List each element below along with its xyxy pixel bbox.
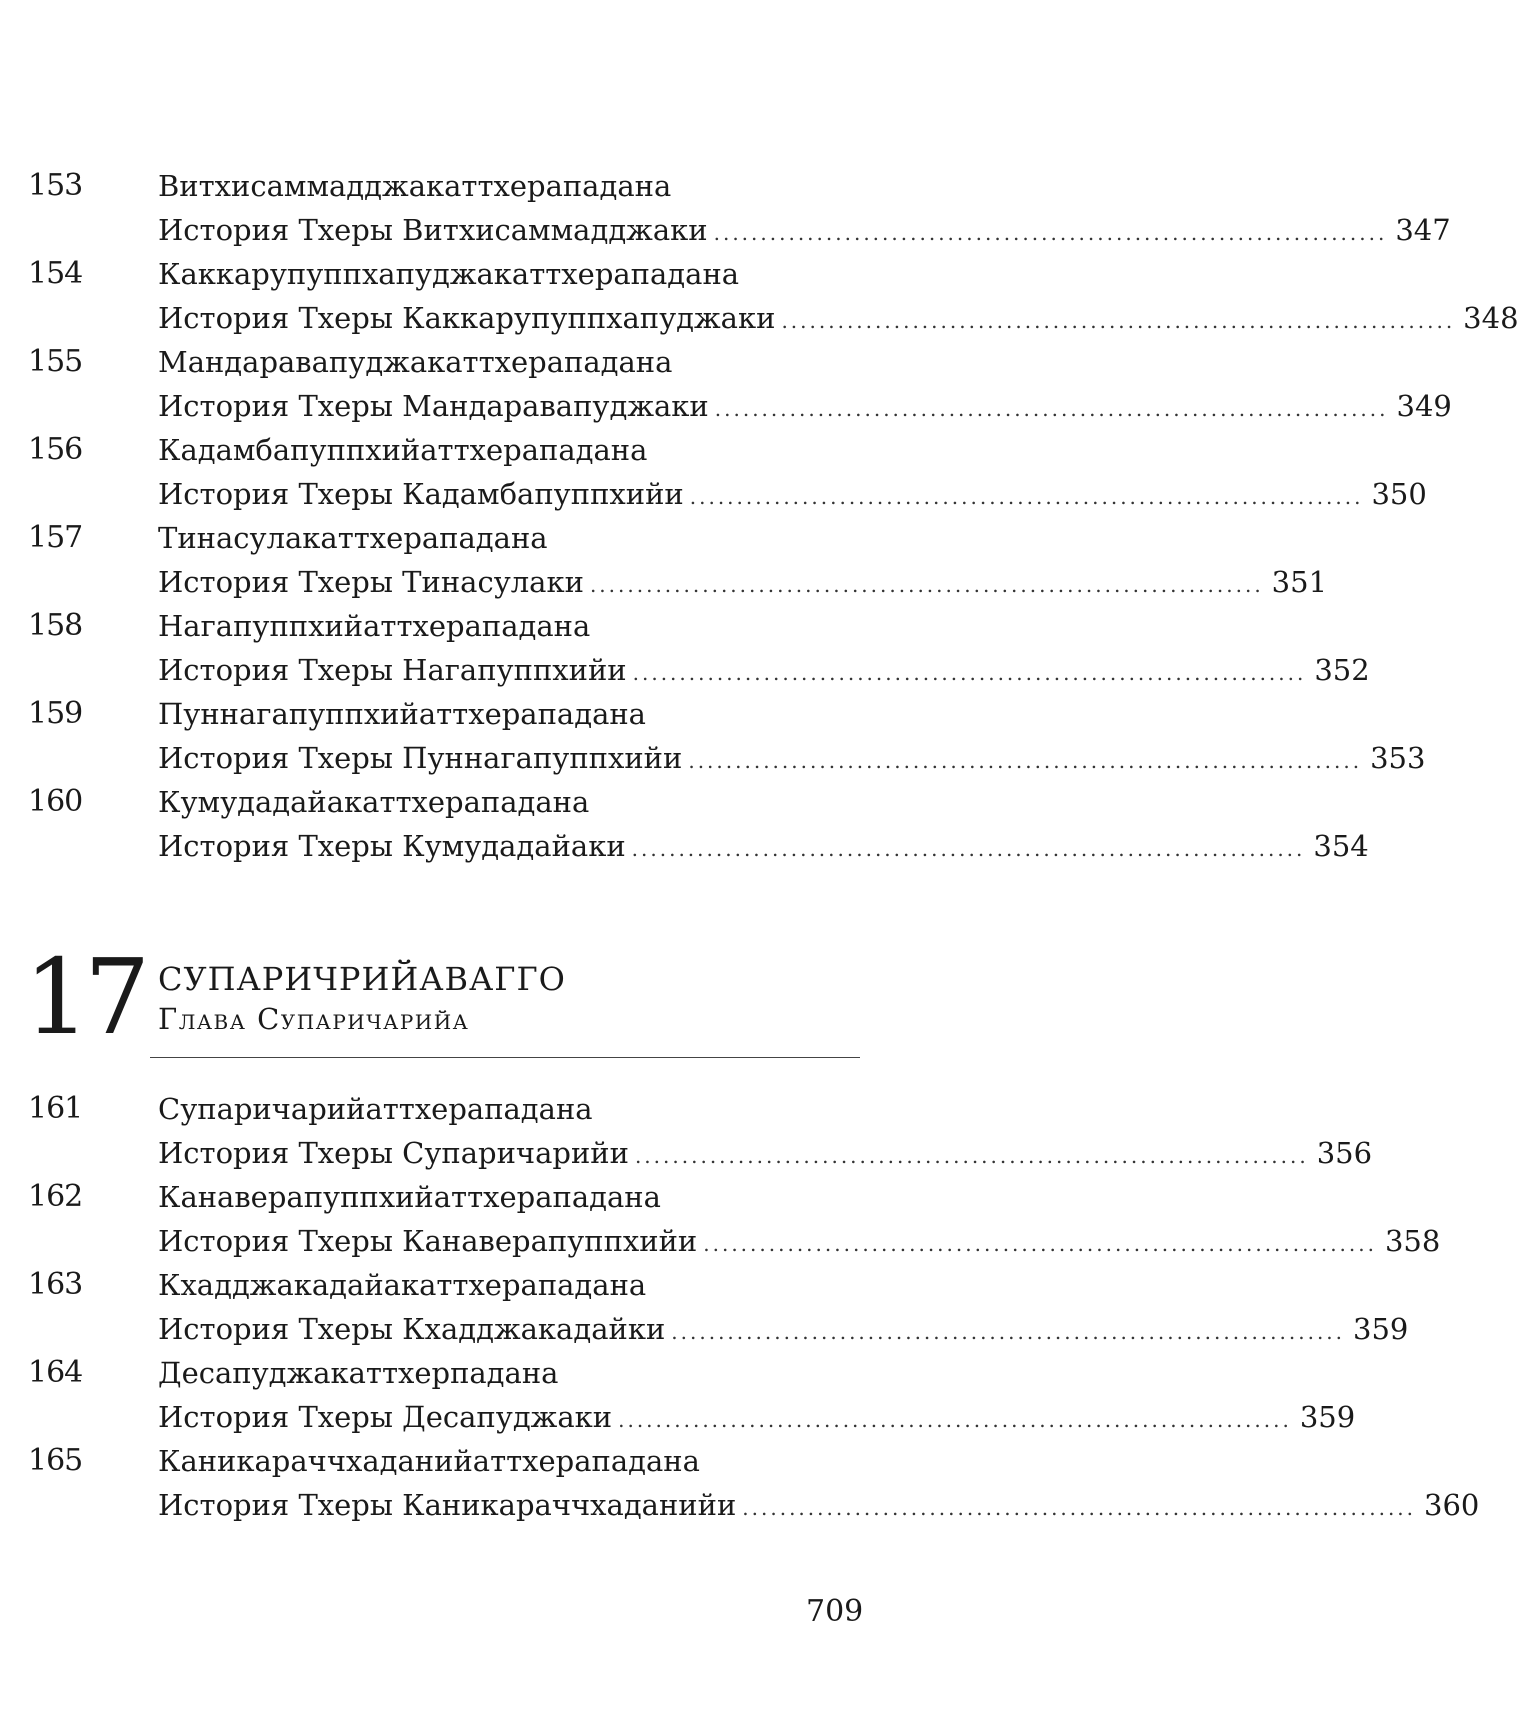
toc-entry-154 — [0, 252, 1519, 340]
entry-number: 161 — [28, 1091, 83, 1126]
entry-number: 160 — [28, 784, 83, 819]
toc-entry-153 — [0, 164, 1451, 252]
toc-group-2 — [0, 1087, 1480, 1527]
leader-dots: ........................................................................ — [781, 309, 1456, 333]
toc-group-1 — [0, 164, 1519, 868]
leader-dots: ........................................................................ — [713, 221, 1388, 245]
entry-number: 162 — [28, 1179, 83, 1214]
toc-entry-158 — [0, 604, 1370, 692]
entry-pali-title: Тинасулакаттхерападана — [158, 521, 548, 555]
entry-page-number: 349 — [1396, 389, 1452, 423]
leader-dots: ........................................................................ — [688, 749, 1363, 773]
toc-entry-162 — [0, 1175, 1441, 1263]
toc-entry-157 — [0, 516, 1328, 604]
entry-number: 159 — [28, 696, 83, 731]
entry-number: 157 — [28, 520, 83, 555]
entry-page-number: 350 — [1371, 477, 1427, 511]
entry-russian-title: История Тхеры Пуннагапуппхийи — [158, 741, 683, 775]
entry-russian-title: История Тхеры Десапуджаки — [158, 1400, 613, 1434]
entry-pali-title: Канаверапуппхийаттхерападана — [158, 1180, 661, 1214]
entry-number: 155 — [28, 344, 83, 379]
entry-pali-title: Витхисаммадджакаттхерападана — [158, 169, 672, 203]
page-number: 709 — [806, 1594, 864, 1629]
entry-page-number: 359 — [1299, 1400, 1356, 1434]
toc-entry-165 — [0, 1439, 1480, 1527]
entry-russian-title: История Тхеры Канаверапуппхийи — [158, 1224, 698, 1258]
entry-russian-title: История Тхеры Мандаравапуджаки — [158, 389, 709, 423]
entry-pali-title: Кхадджакадайакаттхерападана — [158, 1268, 647, 1302]
chapter-number: 17 — [24, 936, 145, 1058]
entry-russian-title: История Тхеры Кхадджакадайки — [158, 1312, 666, 1346]
toc-entry-160 — [0, 780, 1369, 868]
entry-russian-title: История Тхеры Нагапуппхийи — [158, 653, 627, 687]
entry-pali-title: Супаричарийаттхерападана — [158, 1092, 593, 1126]
leader-dots: ........................................................................ — [618, 1408, 1292, 1432]
entry-pali-title: Кумудадайакаттхерападана — [158, 785, 590, 819]
entry-page-number: 348 — [1463, 301, 1519, 335]
leader-dots: ........................................................................ — [671, 1320, 1346, 1344]
leader-dots: ........................................................................ — [634, 1144, 1309, 1168]
entry-pali-title: Кадамбапуппхийаттхерападана — [158, 433, 648, 467]
chapter-title: СУПАРИЧРИЙАВАГГО — [158, 960, 566, 998]
entry-russian-title: История Тхеры Супаричарийи — [158, 1136, 629, 1170]
toc-entry-163 — [0, 1263, 1409, 1351]
entry-russian-title: История Тхеры Витхисаммадджаки — [158, 213, 708, 247]
entry-pali-title: Каникараччхаданийаттхерападана — [158, 1444, 700, 1478]
toc-entry-164 — [0, 1351, 1356, 1439]
toc-entry-159 — [0, 692, 1426, 780]
entry-page-number: 360 — [1424, 1488, 1480, 1522]
entry-page-number: 359 — [1353, 1312, 1409, 1346]
entry-number: 156 — [28, 432, 83, 467]
leader-dots: ........................................................................ — [631, 837, 1306, 861]
toc-entry-156 — [0, 428, 1427, 516]
toc-entry-161 — [0, 1087, 1373, 1175]
leader-dots: ........................................................................ — [589, 573, 1264, 597]
leader-dots: ........................................................................ — [714, 397, 1389, 421]
entry-number: 163 — [28, 1267, 83, 1302]
entry-page-number: 356 — [1316, 1136, 1373, 1170]
chapter-rule — [150, 1057, 860, 1058]
entry-number: 164 — [28, 1355, 83, 1390]
entry-pali-title: Нагапуппхийаттхерападана — [158, 609, 591, 643]
entry-russian-title: История Тхеры Тинасулаки — [158, 565, 584, 599]
entry-pali-title: Мандаравапуджакаттхерападана — [158, 345, 673, 379]
entry-page-number: 352 — [1314, 653, 1370, 687]
entry-number: 158 — [28, 608, 83, 643]
entry-russian-title: История Тхеры Кадамбапуппхийи — [158, 477, 684, 511]
entry-russian-title: История Тхеры Кумудадайаки — [158, 829, 626, 863]
leader-dots: ........................................................................ — [689, 485, 1364, 509]
chapter-heading — [0, 936, 1000, 1065]
entry-number: 165 — [28, 1443, 83, 1478]
entry-pali-title: Каккарупуппхапуджакаттхерападана — [158, 257, 740, 291]
entry-page-number: 354 — [1313, 829, 1369, 863]
entry-page-number: 353 — [1370, 741, 1426, 775]
entry-number: 153 — [28, 168, 83, 203]
chapter-subtitle: Глава Супаричарийа — [158, 1002, 470, 1036]
entry-page-number: 358 — [1384, 1224, 1441, 1258]
toc-entry-155 — [0, 340, 1452, 428]
entry-number: 154 — [28, 256, 83, 291]
leader-dots: ........................................................................ — [742, 1496, 1417, 1520]
entry-russian-title: История Тхеры Каккарупуппхапуджаки — [158, 301, 776, 335]
leader-dots: ........................................................................ — [632, 661, 1307, 685]
entry-page-number: 351 — [1271, 565, 1328, 599]
entry-pali-title: Пуннагапуппхийаттхерападана — [158, 697, 646, 731]
entry-pali-title: Десапуджакаттхерпадана — [158, 1356, 559, 1390]
entry-page-number: 347 — [1395, 213, 1451, 247]
leader-dots: ........................................................................ — [703, 1232, 1377, 1256]
entry-russian-title: История Тхеры Каникараччхаданийи — [158, 1488, 737, 1522]
